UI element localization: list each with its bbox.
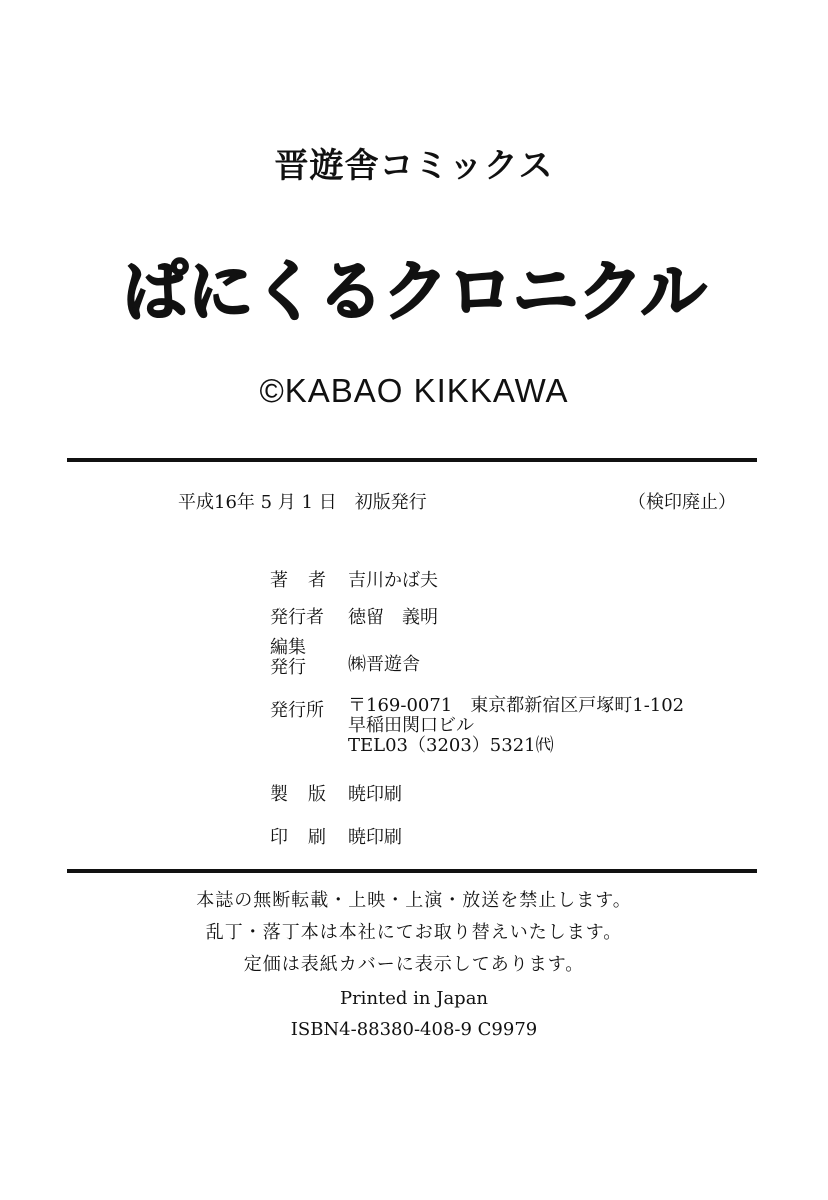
author-label <box>270 566 326 592</box>
office-address-line-1: 〒169-0071 東京都新宿区戸塚町1-102 <box>348 695 685 716</box>
notice-defective-copies: 乱丁・落丁本は本社にてお取り替えいたします。 <box>205 922 623 943</box>
office-label: 発行所 <box>270 700 324 721</box>
edit-publish-label <box>270 638 306 678</box>
author-label-char-1: 著 <box>270 570 288 591</box>
publisher-person-label: 発行者 <box>270 607 324 628</box>
notice-price-on-cover: 定価は表紙カバーに表示してあります。 <box>243 954 585 975</box>
edit-label: 編集 <box>270 637 306 658</box>
office-address-line-2: 早稲田関口ビル <box>348 715 474 736</box>
edit-company: ㈱晋遊舎 <box>348 654 420 675</box>
bottom-divider <box>67 869 757 873</box>
publish-label: 発行 <box>270 657 306 678</box>
book-title: ぱにくるクロニクル <box>122 253 706 330</box>
print-company: 暁印刷 <box>348 827 402 848</box>
office-tel: TEL03（3203）5321㈹ <box>348 735 554 756</box>
seal-abolished-note: （検印廃止） <box>628 492 736 513</box>
printed-in-japan: Printed in Japan <box>339 988 489 1009</box>
prepress-company: 暁印刷 <box>348 784 402 805</box>
publisher-person-name: 徳留 義明 <box>348 607 438 628</box>
publication-date: 平成16年 5 月 1 日 初版発行 <box>178 492 427 513</box>
prepress-label-char-1: 製 <box>270 784 288 805</box>
print-label <box>270 823 326 849</box>
prepress-label-char-2: 版 <box>308 784 326 805</box>
print-label-char-1: 印 <box>270 827 288 848</box>
office-block <box>348 696 684 756</box>
copyright-line: ©KABAO KIKKAWA <box>259 372 569 409</box>
author-label-char-2: 者 <box>308 570 326 591</box>
prepress-label <box>270 780 326 806</box>
author-name: 吉川かば夫 <box>348 570 438 591</box>
isbn-code: ISBN4-88380-408-9 C9979 <box>290 1019 538 1040</box>
notice-no-reproduction: 本誌の無断転載・上映・上演・放送を禁止します。 <box>196 890 632 911</box>
print-label-char-2: 刷 <box>308 827 326 848</box>
series-name: 晋遊舎コミックス <box>274 146 554 186</box>
top-divider <box>67 458 757 462</box>
